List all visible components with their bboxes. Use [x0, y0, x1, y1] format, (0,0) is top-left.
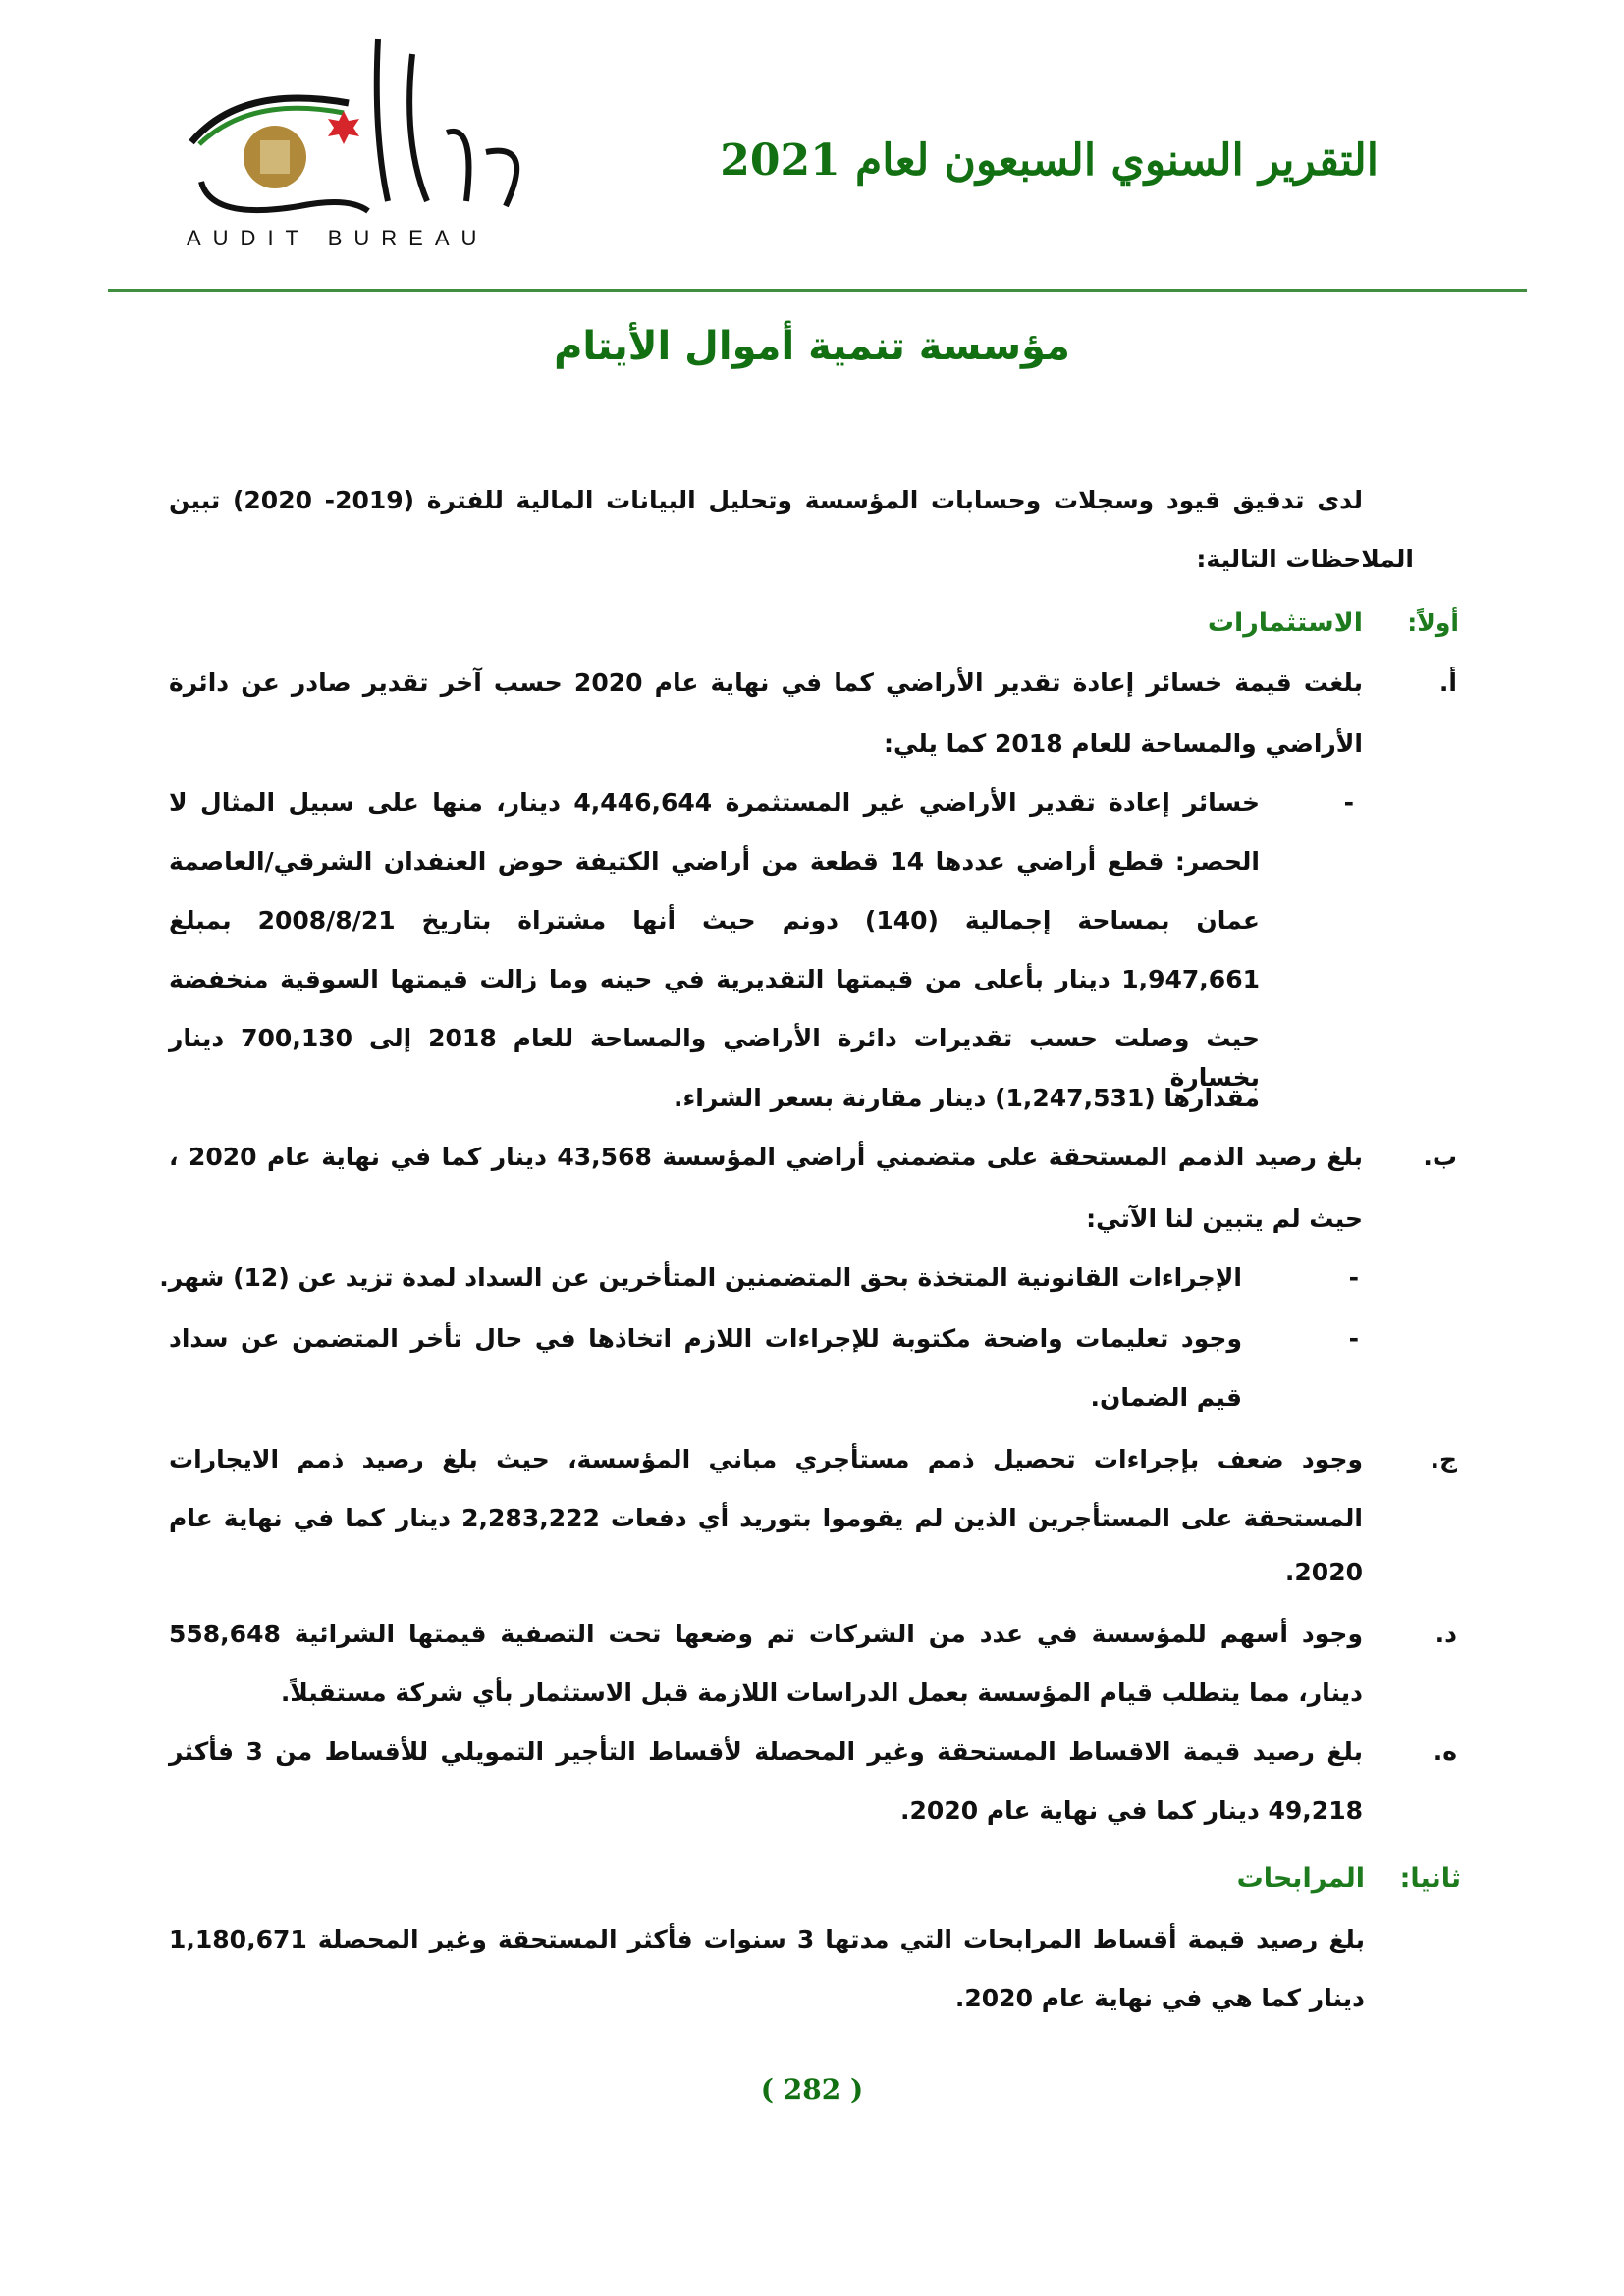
bullet-line: خسائر إعادة تقدير الأراضي غير المستثمرة 4,446,644 دينار، منها على سبيل المثال لا — [169, 788, 1260, 817]
item-line: 2020. — [1284, 1558, 1363, 1586]
header-divider — [108, 289, 1527, 292]
audit-bureau-logo — [182, 34, 555, 260]
bullet-marker: - — [1348, 1263, 1359, 1292]
item-line: الأراضي والمساحة للعام 2018 كما يلي: — [884, 729, 1363, 758]
section-title: الاستثمارات — [1207, 608, 1363, 638]
item-line: 49,218 دينار كما في نهاية عام 2020. — [900, 1796, 1363, 1825]
intro-line: الملاحظات التالية: — [1196, 545, 1414, 573]
section-title: المرابحات — [1236, 1863, 1365, 1894]
item-marker: ه. — [1433, 1737, 1457, 1766]
bullet-marker: - — [1343, 788, 1354, 817]
item-line: دينار، مما يتطلب قيام المؤسسة بعمل الدراسات اللازمة قبل الاستثمار بأي شركة مستقبلاً. — [280, 1679, 1363, 1707]
section-number: أولاً: — [1407, 609, 1459, 637]
item-marker: ب. — [1423, 1143, 1457, 1171]
page-number: ( 282 ) — [760, 2073, 864, 2106]
item-line: بلغ رصيد الذمم المستحقة على متضمني أراضي المؤسسة 43,568 دينار كما في نهاية عام 2020 ، — [169, 1143, 1364, 1171]
document-title: مؤسسة تنمية أموال الأيتام — [554, 324, 1070, 369]
item-line: بلغت قيمة خسائر إعادة تقدير الأراضي كما في نهاية عام 2020 حسب آخر تقدير صادر عن دائرة — [169, 668, 1363, 697]
bullet-line: الإجراءات القانونية المتخذة بحق المتضمنين المتأخرين عن السداد لمدة تزيد عن (12) شهر. — [159, 1263, 1242, 1292]
bullet-line: 1,947,661 دينار بأعلى من قيمتها التقديرية في حينه وما زالت قيمتها السوقية منخفضة — [169, 965, 1260, 993]
logo-emblem-icon — [182, 34, 555, 231]
bullet-marker: - — [1348, 1324, 1359, 1353]
bullet-line: الحصر: قطع أراضي عددها 14 قطعة من أراضي الكتيفة حوض العنفدان الشرقي/العاصمة — [169, 847, 1260, 876]
logo-text-en: AUDIT BUREAU — [187, 226, 489, 250]
item-marker: د. — [1435, 1620, 1457, 1648]
section-number: ثانيا: — [1399, 1863, 1461, 1894]
item-line: حيث لم يتبين لنا الآتي: — [1086, 1204, 1363, 1233]
paragraph-line: دينار كما هي في نهاية عام 2020. — [954, 1984, 1365, 2012]
bullet-line: مقدارها (1,247,531) دينار مقارنة بسعر الشراء. — [673, 1084, 1260, 1112]
item-line: المستحقة على المستأجرين الذين لم يقوموا بتوريد أي دفعات 2,283,222 دينار كما في نهاية عام — [169, 1504, 1363, 1532]
intro-line: لدى تدقيق قيود وسجلات وحسابات المؤسسة وتحليل البيانات المالية للفترة (2019- 2020) تبين — [169, 486, 1363, 514]
bullet-line: حيث وصلت حسب تقديرات دائرة الأراضي والمساحة للعام 2018 إلى 700,130 دينار بخسارة — [169, 1024, 1260, 1092]
bullet-line: قيم الضمان. — [1090, 1383, 1242, 1412]
paragraph-line: بلغ رصيد قيمة أقساط المرابحات التي مدتها 3 سنوات فأكثر المستحقة وغير المحصلة 1,180,671 — [169, 1925, 1366, 1953]
item-line: بلغ رصيد قيمة الاقساط المستحقة وغير المحصلة لأقساط التأجير التمويلي للأقساط من 3 فأكثر — [169, 1737, 1363, 1766]
report-title: التقرير السنوي السبعون لعام 2021 — [720, 135, 1379, 186]
item-marker: أ. — [1438, 668, 1457, 697]
bullet-line: وجود تعليمات واضحة مكتوبة للإجراءات اللازم اتخاذها في حال تأخر المتضمن عن سداد — [169, 1324, 1242, 1353]
bullet-line: عمان بمساحة إجمالية (140) دونم حيث أنها مشتراة بتاريخ 2008/8/21 بمبلغ — [169, 906, 1260, 934]
item-line: وجود أسهم للمؤسسة في عدد من الشركات تم وضعها تحت التصفية قيمتها الشرائية 558,648 — [169, 1620, 1363, 1648]
item-line: وجود ضعف بإجراءات تحصيل ذمم مستأجري مباني المؤسسة، حيث بلغ رصيد ذمم الايجارات — [169, 1445, 1363, 1473]
item-marker: ج. — [1430, 1445, 1457, 1473]
